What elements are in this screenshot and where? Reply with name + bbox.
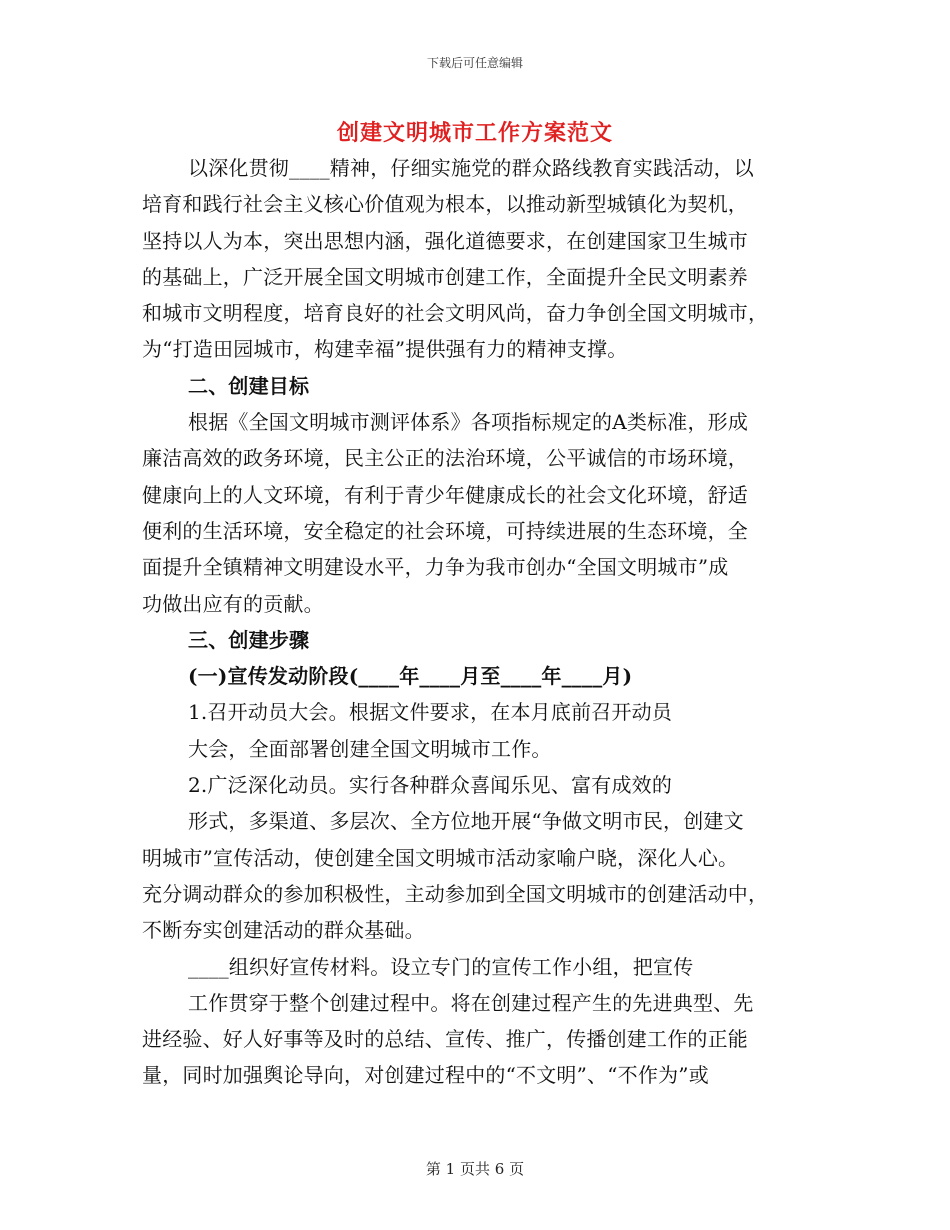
paragraph-line: 形式，多渠道、多层次、全方位地开展“争做文明市民，创建文 [188, 809, 744, 834]
paragraph-line: 便利的生活环境，安全稳定的社会环境，可持续进展的生态环境，全 [142, 518, 748, 543]
section-heading-steps: 三、创建步骤 [188, 627, 310, 652]
document-body [142, 150, 802, 1094]
paragraph-line: 以深化贯彻____精神，仔细实施党的群众路线教育实践活动，以 [188, 156, 754, 180]
section-heading-goals: 二、创建目标 [188, 373, 310, 398]
paragraph-line: 明城市”宣传活动，使创建全国文明城市活动家喻户晓，深化人心。 [142, 845, 739, 870]
paragraph-line: 面提升全镇精神文明建设水平，力争为我市创办“全国文明城市”成 [142, 555, 729, 580]
paragraph-line: 工作贯穿于整个创建过程中。将在创建过程产生的先进典型、先 [188, 990, 754, 1015]
paragraph-line: 量，同时加强舆论导向，对创建过程中的“不文明”、“不作为”或 [142, 1063, 709, 1088]
paragraph-line: 廉洁高效的政务环境，民主公正的法治环境，公平诚信的市场环境， [142, 446, 748, 471]
paragraph-line: 和城市文明程度，培育良好的社会文明风尚，奋力争创全国文明城市， [142, 301, 769, 326]
paragraph-line: 进经验、好人好事等及时的总结、宣传、推广，传播创建工作的正能 [142, 1027, 748, 1052]
paragraph-line: 根据《全国文明城市测评体系》各项指标规定的A类标准，形成 [188, 410, 749, 435]
paragraph-line: 不断夯实创建活动的群众基础。 [142, 918, 425, 943]
paragraph-line: 为“打造田园城市，构建幸福”提供强有力的精神支撑。 [142, 337, 628, 362]
paragraph-line: 坚持以人为本，突出思想内涵，强化道德要求，在创建国家卫生城市 [142, 228, 748, 253]
paragraph-line: 充分调动群众的参加积极性，主动参加到全国文明城市的创建活动中， [142, 881, 769, 906]
paragraph-line: 健康向上的人文环境，有利于青少年健康成长的社会文化环境，舒适 [142, 482, 748, 507]
header-note: 下载后可任意编辑 [426, 56, 523, 70]
paragraph-line: ____组织好宣传材料。设立专门的宣传工作小组，把宣传 [188, 954, 694, 979]
paragraph-line: 功做出应有的贡献。 [142, 591, 324, 616]
paragraph-line: 的基础上，广泛开展全国文明城市创建工作，全面提升全民文明素养 [142, 264, 748, 289]
paragraph-line: 2.广泛深化动员。实行各种群众喜闻乐见、富有成效的 [188, 773, 673, 798]
page-number-footer: 第 1 页共 6 页 [425, 1160, 525, 1178]
document-title: 创建文明城市工作方案范文 [336, 120, 613, 146]
paragraph-line: 大会，全面部署创建全国文明城市工作。 [188, 736, 552, 761]
subsection-heading-stage-1: (一)宣传发动阶段(____年____月至____年____月) [188, 664, 633, 689]
paragraph-line: 1.召开动员大会。根据文件要求，在本月底前召开动员 [188, 700, 673, 725]
paragraph-line: 培育和践行社会主义核心价值观为根本，以推动新型城镇化为契机， [142, 192, 748, 217]
